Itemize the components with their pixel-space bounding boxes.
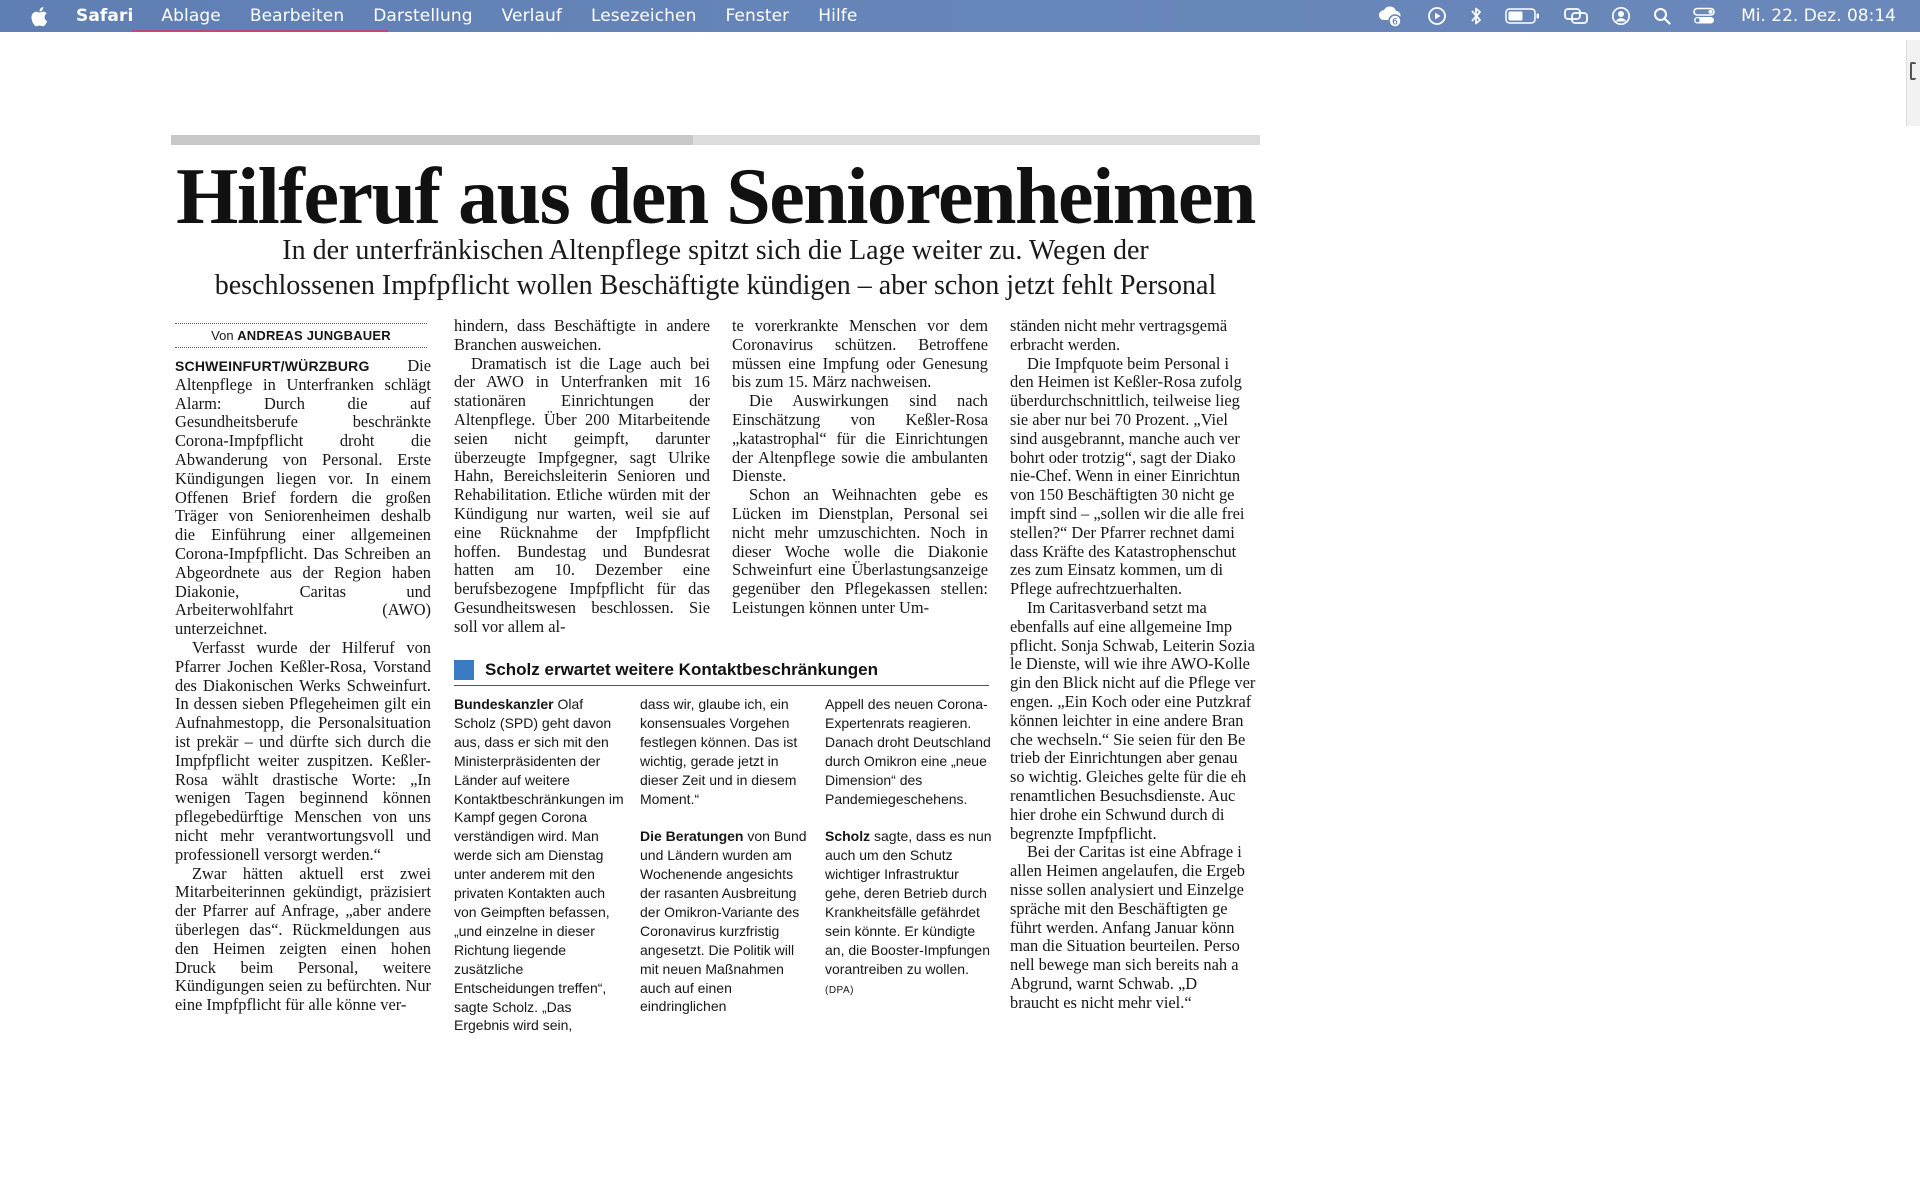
- text-line: nie-Chef. Wenn in einer Einrichtun: [1010, 466, 1241, 486]
- newspaper-article: [171, 135, 1261, 1034]
- menu-verlauf[interactable]: Verlauf: [501, 6, 562, 26]
- text-line: che wechseln.“ Sie seien für den Be: [1010, 729, 1246, 749]
- menu-fenster[interactable]: Fenster: [725, 6, 790, 26]
- menu-bearbeiten[interactable]: Bearbeiten: [249, 6, 345, 26]
- text-line: erbracht werden.: [1010, 334, 1121, 354]
- text-line: sie aber nur bei 70 Prozent. „Viel: [1010, 409, 1228, 429]
- spotlight-search-icon[interactable]: [1653, 0, 1671, 32]
- user-circle-icon[interactable]: [1611, 0, 1631, 32]
- infobox-lead: Die Beratungen: [640, 828, 744, 845]
- text-line: können leichter in eine andere Bran: [1010, 710, 1244, 730]
- paragraph-text: Die Altenpflege in Unterfranken schlägt Alarm: Durch die auf Gesundheitsberufe beschränkte Corona-Impfpflicht droht die Abwanderung von Personal. Erste Kündigungen liegen vor. In einem Offenen Brief fordern die großen Träger von Seniorenheimen deshalb die Einführung einer allgemeinen Corona-Impfpflicht. Das Schreiben an Abgeordnete aus der Region haben Diakonie, Caritas und Arbeiterwohlfahrt (AWO) unterzeichnet.: [175, 356, 431, 639]
- infobox-lead: Scholz: [825, 828, 871, 845]
- text-line: spräche mit den Beschäftigten ge: [1010, 898, 1228, 918]
- text-line: stellen?“ Der Pfarrer rechnet dami: [1010, 522, 1235, 542]
- headline: Hilferuf aus den Seniorenheimen: [176, 153, 1255, 241]
- text-line: allen Heimen angelaufen, die Ergeb: [1010, 861, 1245, 881]
- text-line: überdurchschnittlich, teilweise lieg: [1010, 391, 1240, 411]
- byline: [175, 323, 427, 348]
- text-line: dass Kräfte des Katastrophenschut: [1010, 541, 1237, 561]
- apple-menu-icon[interactable]: [28, 5, 50, 27]
- subtitle: [171, 233, 1260, 303]
- paragraph: Schon an Weihnachten gebe es Lücken im Dienstplan, Personal sei nicht mehr umzuschichten. Noch in dieser Woche wolle die Diakonie Schweinfurt eine Überlastungsanzeige gegenüber den Pflegekassen stellen: Leistungen können unter Um-: [732, 485, 988, 617]
- text-line: nisse sollen analysiert und Einzelge: [1010, 879, 1244, 899]
- article-column-3: [732, 317, 988, 618]
- text-line: le Dienste, will wie ihre AWO-Kolle: [1010, 654, 1250, 674]
- status-area: [1355, 0, 1896, 32]
- infobox-paragraph: [640, 827, 810, 1016]
- text-line: braucht es nicht mehr viel.“: [1010, 992, 1192, 1012]
- text-line: zes zum Einsatz kommen, um di: [1010, 560, 1224, 580]
- creative-cloud-icon[interactable]: [1377, 0, 1405, 32]
- infobox-column-1: [454, 695, 624, 1054]
- text-line: pflicht. Sonja Schwab, Leiterin Sozia: [1010, 635, 1255, 655]
- text-line: so wichtig. Gleiches gelte für die eh: [1010, 767, 1247, 787]
- text-line: impft sind – „sollen wir die alle frei: [1010, 503, 1245, 523]
- paragraph: Verfasst wurde der Hilferuf von Pfarrer Jochen Keßler-Rosa, Vorstand des Diakonischen Werks Schweinfurt. In dessen sieben Pflegeheimen gilt ein Aufnahmestopp, die Personalsituation ist prekär – und dürfte sich durch die Impfpflicht weiter zuspitzen. Keßler-Rosa wählt drastische Worte: „In wenigen Tagen beginnend können pflegebedürftige Menschen von uns nicht mehr verantwortungsvoll und professionell versorgt werden.“: [175, 637, 431, 864]
- article-column-2: [454, 317, 710, 637]
- battery-icon[interactable]: [1505, 0, 1541, 32]
- article-column-1: [175, 323, 431, 1015]
- screen-mirroring-icon[interactable]: [1563, 0, 1589, 32]
- text-line: renamtlichen Besuchsdienste. Auc: [1010, 785, 1236, 805]
- text-line: nell bewege man sich bereits nah a: [1010, 955, 1239, 975]
- infobox-title: Scholz erwartet weitere Kontaktbeschränkungen: [485, 660, 878, 679]
- paragraph: Dramatisch ist die Lage auch bei der AWO in Unterfranken mit 16 stationären Einrichtungen der Altenpflege. Über 200 Mitarbeitende seien nicht geimpft, darunter überzeugte Impfgegner, sagt Ulrike Hahn, Bereichsleiterin Senioren und Rehabilitation. Etliche würden mit der Kündigung nur warten, weil sie auf eine Rücknahme der Impfpflicht hoffen. Bundestag und Bundesrat hatten am 10. Dezember eine berufsbezogene Impfpflicht für das Gesundheitswesen beschlossen. Sie soll vor allem al-: [454, 353, 710, 636]
- paragraph: Die Auswirkungen sind nach Einschätzung von Keßler-Rosa „katastrophal“ für die Einrichtungen der Altenpflege sowie die ambulanten Dienste.: [732, 391, 988, 486]
- infobox-text: sagte, dass es nun auch um den Schutz wichtiger Infrastruktur gehe, deren Betrieb durch Krankheitsfälle gefährdet sein könnte. Er kündigte an, die Booster-Impfungen vorantreiben zu wollen.: [825, 828, 992, 977]
- text-line: Bei der Caritas ist eine Abfrage i: [1027, 842, 1242, 862]
- top-rule: [171, 135, 1260, 145]
- text-line: ständen nicht mehr vertragsgemä: [1010, 316, 1228, 335]
- menu-darstellung[interactable]: Darstellung: [373, 6, 473, 26]
- menu-ablage[interactable]: Ablage: [161, 6, 221, 26]
- text-line: führt werden. Anfang Januar könn: [1010, 917, 1235, 937]
- text-line: hier drohe ein Schwund durch di: [1010, 804, 1225, 824]
- infobox-text: von Bund und Ländern wurden am Wochenende angesichts der rasanten Ausbreitung der Omikron-Variante des Coronavirus kurzfristig angesetzt. Die Politik will mit neuen Maßnahmen auch auf einen eindringlichen: [640, 828, 807, 1015]
- infobox-column-3: [825, 695, 995, 1019]
- menu-focus-underline: [132, 30, 388, 32]
- play-circle-icon[interactable]: [1427, 0, 1447, 32]
- paragraph: [175, 357, 431, 639]
- infobox-square-marker: [454, 660, 474, 680]
- byline-author: ANDREAS JUNGBAUER: [237, 328, 391, 343]
- subtitle-line-1: In der unterfränkischen Altenpflege spitzt sich die Lage weiter zu. Wegen der: [282, 235, 1149, 266]
- infobox-text: Olaf Scholz (SPD) geht davon aus, dass er sich mit den Ministerpräsidenten der Länder auf weitere Kontaktbeschränkungen im Kampf gegen Corona verständigen wird. Man werde sich am Dienstag unter anderem mit den privaten Kontakten auch von Geimpften befassen, „und einzelne in dieser Richtung liegende zusätzliche Entscheidungen treffen“, sagte Scholz. „Das Ergebnis wird sein,: [454, 696, 624, 1034]
- byline-prefix: Von: [211, 328, 234, 343]
- infobox-paragraph: [454, 695, 624, 1035]
- paragraph: te vorerkrankte Menschen vor dem Coronavirus schützen. Betroffene müssen eine Impfung oder Genesung bis zum 15. März nachweisen.: [732, 316, 988, 392]
- text-line: Abgrund, warnt Schwab. „D: [1010, 973, 1198, 993]
- menu-lesezeichen[interactable]: Lesezeichen: [590, 6, 697, 26]
- text-line: ebenfalls auf eine allgemeine Imp: [1010, 616, 1233, 636]
- infobox-lead: Bundeskanzler: [454, 696, 554, 712]
- dateline: SCHWEINFURT/WÜRZBURG: [175, 358, 370, 374]
- top-rule-accent: [171, 135, 693, 145]
- window-edge-scrollbar[interactable]: [1906, 40, 1920, 126]
- text-line: man die Situation beurteilen. Perso: [1010, 936, 1240, 956]
- text-line: sind ausgebrannt, manche auch ver: [1010, 428, 1240, 448]
- infobox-header: [454, 658, 989, 686]
- menu-bar-clock[interactable]: Mi. 22. Dez. 08:14: [1741, 6, 1896, 26]
- paragraph: hindern, dass Beschäftigte in andere Branchen ausweichen.: [454, 316, 710, 354]
- text-line: den Heimen ist Keßler-Rosa zufolg: [1010, 372, 1242, 392]
- article-column-4: [1010, 317, 1260, 1012]
- text-line: Die Impfquote beim Personal i: [1027, 353, 1230, 373]
- menu-hilfe[interactable]: Hilfe: [818, 6, 858, 26]
- control-center-icon[interactable]: [1693, 0, 1715, 32]
- infobox-paragraph: Appell des neuen Corona-Expertenrats reagieren. Danach droht Deutschland durch Omikron eine „neue Dimension“ des Pandemiegeschehens.: [825, 696, 991, 807]
- text-line: Pflege aufrechtzuerhalten.: [1010, 579, 1183, 599]
- source-credit: (DPA): [825, 984, 854, 996]
- text-line: begrenzte Impfpflicht.: [1010, 823, 1157, 843]
- infobox-paragraph: dass wir, glaube ich, ein konsensuales Vorgehen festlegen können. Das ist wichtig, gerade jetzt in dieser Zeit und in diesem Moment.“: [640, 696, 798, 807]
- notification-badge: 6: [1392, 17, 1398, 28]
- text-line: trieb der Einrichtungen aber genau: [1010, 748, 1238, 768]
- menu-app-safari[interactable]: Safari: [76, 6, 134, 26]
- text-line: bohrt oder trotzig“, sagt der Diako: [1010, 447, 1236, 467]
- paragraph: Zwar hätten aktuell erst zwei Mitarbeiterinnen gekündigt, präzisiert der Pfarrer auf Anfrage, „aber andere überlegen das“. Rückmeldungen aus den Heimen zeigten einen hohen Druck beim Personal, weitere Kündigungen seien zu befürchten. Nur eine Impfpflicht für alle könne ver-: [175, 863, 431, 1015]
- text-line: Im Caritasverband setzt ma: [1027, 597, 1207, 617]
- infobox-paragraph: [825, 827, 995, 1000]
- text-line: gin den Blick nicht auf die Pflege ver: [1010, 673, 1256, 693]
- text-line: engen. „Ein Koch oder eine Putzkraf: [1010, 691, 1252, 711]
- text-line: von 150 Beschäftigten 30 nicht ge: [1010, 485, 1235, 505]
- subtitle-line-2: beschlossenen Impfpflicht wollen Beschäftigte kündigen – aber schon jetzt fehlt Personal: [214, 270, 1217, 301]
- bluetooth-icon[interactable]: [1469, 0, 1483, 32]
- window-edge-glyph-icon: [1910, 62, 1916, 80]
- menu-bar: [0, 0, 1920, 32]
- infobox-column-2: [640, 695, 810, 1035]
